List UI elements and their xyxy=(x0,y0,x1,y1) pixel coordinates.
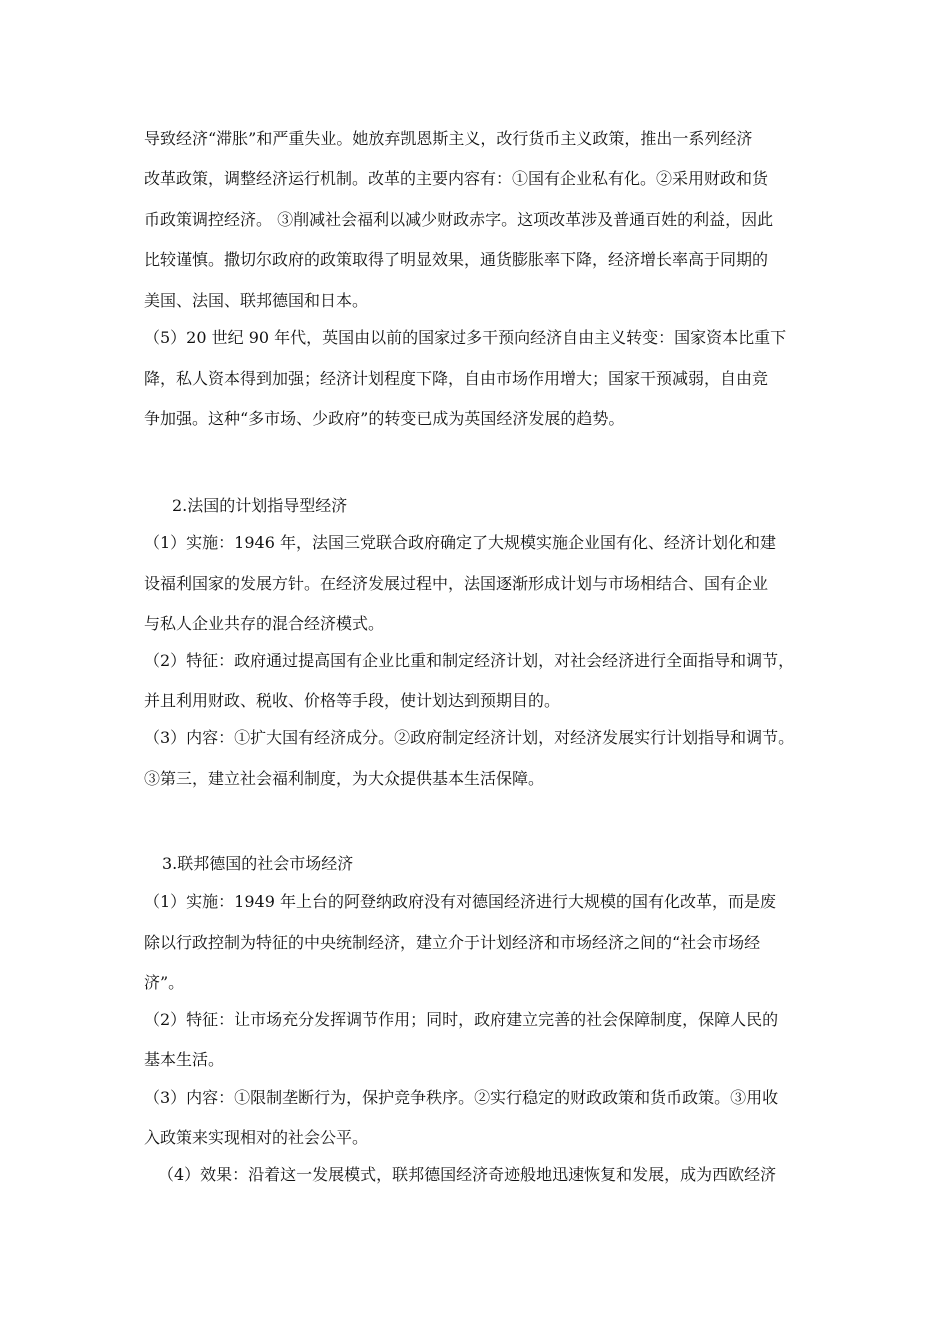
section-heading-germany: 3.联邦德国的社会市场经济 xyxy=(162,854,354,873)
paragraph-line: 争加强。这种“多市场、少政府”的转变已成为英国经济发展的趋势。 xyxy=(144,409,625,428)
paragraph-line: 改革政策，调整经济运行机制。改革的主要内容有：①国有企业私有化。②采用财政和货 xyxy=(144,169,769,188)
paragraph-line: 设福利国家的发展方针。在经济发展过程中，法国逐渐形成计划与市场相结合、国有企业 xyxy=(144,574,769,593)
paragraph-line: 济”。 xyxy=(144,973,185,992)
paragraph-line: （4）效果：沿着这一发展模式，联邦德国经济奇迹般地迅速恢复和发展，成为西欧经济 xyxy=(158,1165,777,1184)
paragraph-line: 除以行政控制为特征的中央统制经济，建立介于计划经济和市场经济之间的“社会市场经 xyxy=(144,933,761,952)
paragraph-line: （3）内容：①扩大国有经济成分。②政府制定经济计划，对经济发展实行计划指导和调节。 xyxy=(144,728,795,747)
paragraph-line: 导致经济“滞胀”和严重失业。她放弃凯恩斯主义，改行货币主义政策，推出一系列经济 xyxy=(144,129,753,148)
paragraph-line: 与私人企业共存的混合经济模式。 xyxy=(144,614,385,633)
paragraph-line: ③第三，建立社会福利制度，为大众提供基本生活保障。 xyxy=(144,769,545,788)
paragraph-line: 美国、法国、联邦德国和日本。 xyxy=(144,291,369,310)
paragraph-line: （1）实施：1946 年，法国三党联合政府确定了大规模实施企业国有化、经济计划化和建 xyxy=(144,533,776,552)
paragraph-line: 降，私人资本得到加强；经济计划程度下降，自由市场作用增大；国家干预减弱，自由竞 xyxy=(144,369,769,388)
paragraph-line: （5）20 世纪 90 年代，英国由以前的国家过多干预向经济自由主义转变：国家资本比重下 xyxy=(144,328,787,347)
paragraph-line: 入政策来实现相对的社会公平。 xyxy=(144,1128,369,1147)
paragraph-line: 币政策调控经济。 ③削减社会福利以减少财政赤字。这项改革涉及普通百姓的利益，因此 xyxy=(144,210,774,229)
paragraph-line: （1）实施：1949 年上台的阿登纳政府没有对德国经济进行大规模的国有化改革，而是废 xyxy=(144,892,776,911)
paragraph-line: 并且利用财政、税收、价格等手段，使计划达到预期目的。 xyxy=(144,691,561,710)
paragraph-line: （2）特征：政府通过提高国有企业比重和制定经济计划，对社会经济进行全面指导和调节， xyxy=(144,651,795,670)
paragraph-line: 基本生活。 xyxy=(144,1050,225,1069)
section-heading-france: 2.法国的计划指导型经济 xyxy=(172,496,348,515)
paragraph-line: 比较谨慎。撒切尔政府的政策取得了明显效果，通货膨胀率下降，经济增长率高于同期的 xyxy=(144,250,769,269)
paragraph-line: （2）特征：让市场充分发挥调节作用；同时，政府建立完善的社会保障制度，保障人民的 xyxy=(144,1010,779,1029)
paragraph-line: （3）内容：①限制垄断行为，保护竞争秩序。②实行稳定的财政政策和货币政策。③用收 xyxy=(144,1088,779,1107)
